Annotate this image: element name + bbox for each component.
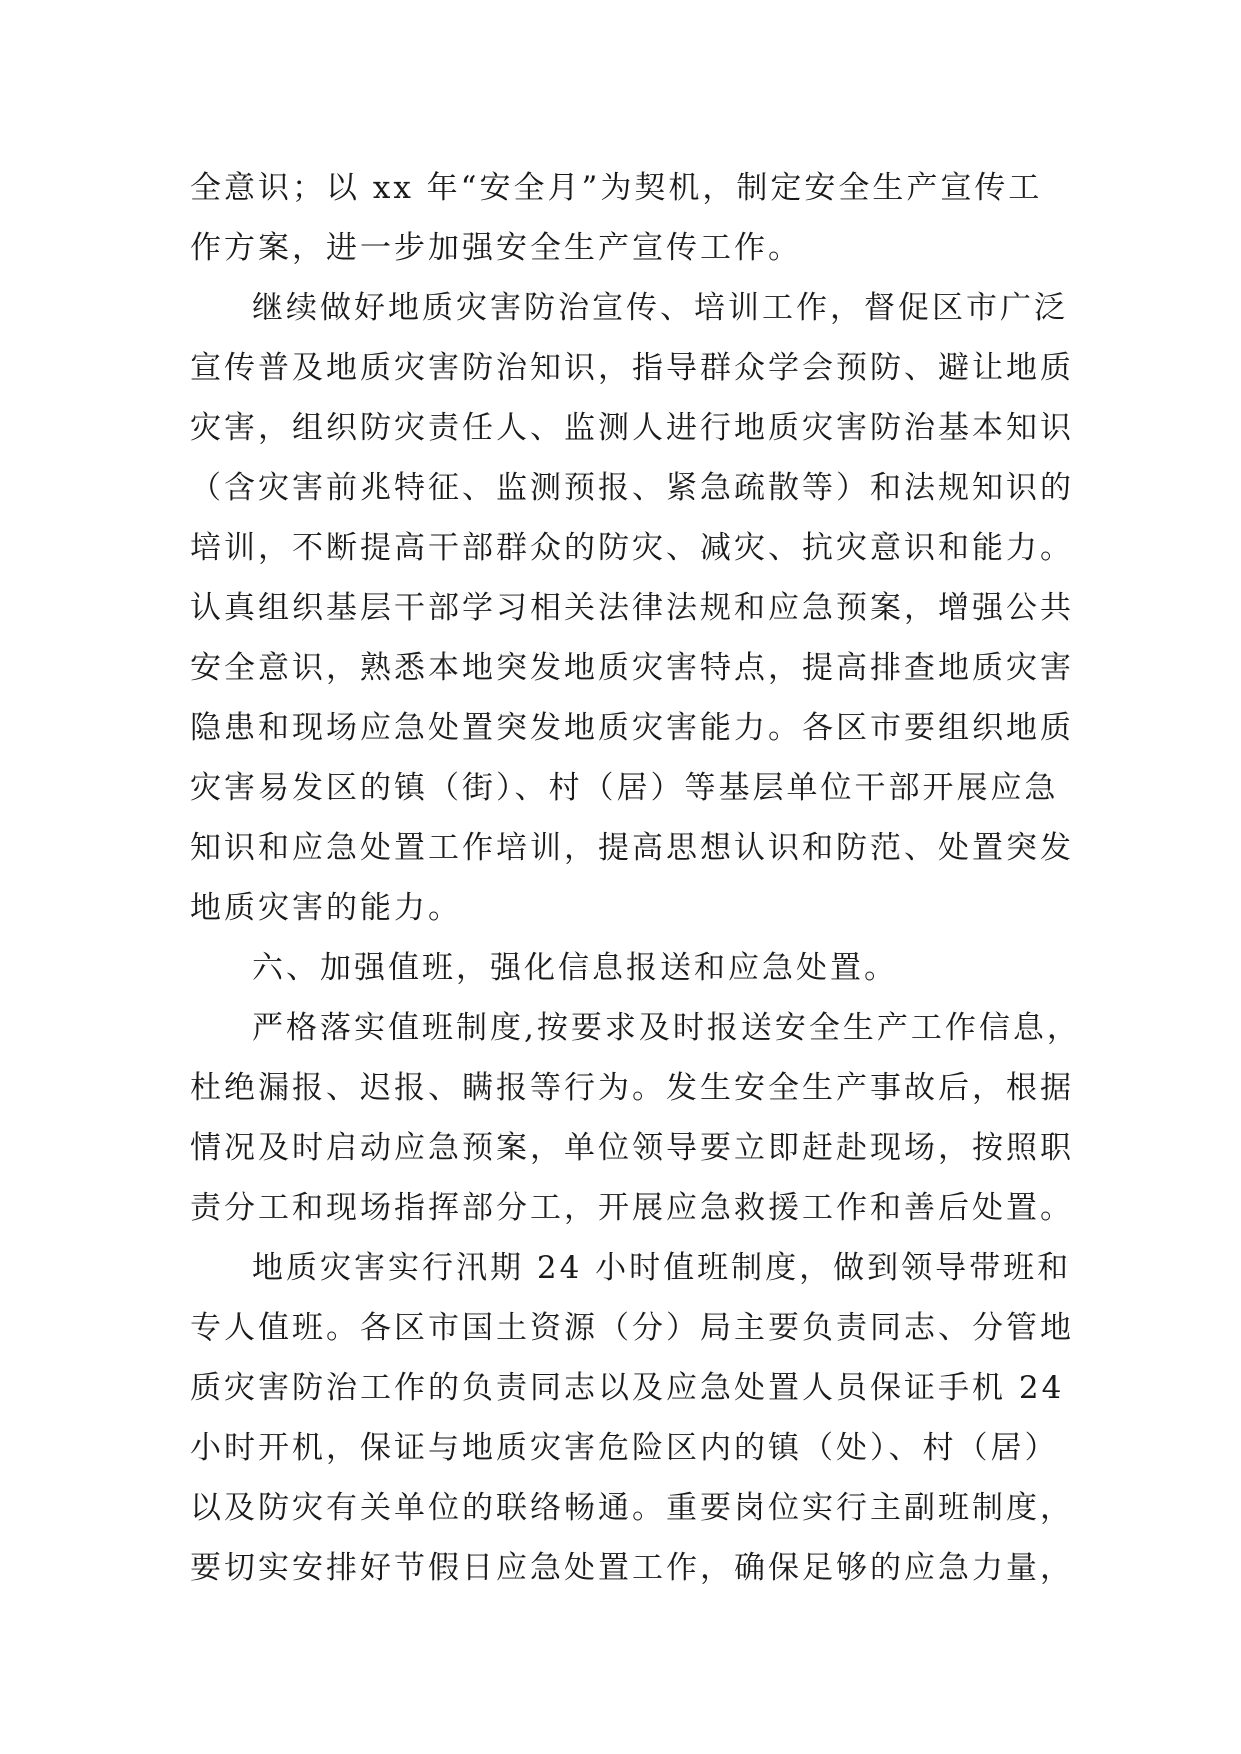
paragraph-start-line: 严格落实值班制度,按要求及时报送安全生产工作信息，	[252, 1010, 1081, 1046]
text-line: 隐患和现场应急处置突发地质灾害能力。各区市要组织地质	[190, 710, 1074, 746]
text-line: 小时开机，保证与地质灾害危险区内的镇（处）、村（居）	[190, 1430, 1059, 1466]
text-line: 灾害，组织防灾责任人、监测人进行地质灾害防治基本知识	[190, 410, 1074, 446]
section-heading: 六、加强值班，强化信息报送和应急处置。	[252, 950, 898, 986]
text-line: 作方案，进一步加强安全生产宣传工作。	[190, 230, 802, 266]
body-text	[190, 158, 1081, 1598]
text-line: 培训，不断提高干部群众的防灾、减灾、抗灾意识和能力。	[190, 530, 1074, 566]
text-line: 要切实安排好节假日应急处置工作，确保足够的应急力量，	[190, 1550, 1074, 1586]
paragraph-start-line: 地质灾害实行汛期 24 小时值班制度，做到领导带班和	[252, 1250, 1072, 1286]
text-line: 灾害易发区的镇（街）、村（居）等基层单位干部开展应急	[190, 770, 1059, 806]
text-line: 认真组织基层干部学习相关法律法规和应急预案，增强公共	[190, 590, 1074, 626]
text-line: 专人值班。各区市国土资源（分）局主要负责同志、分管地	[190, 1310, 1074, 1346]
text-line: 杜绝漏报、迟报、瞒报等行为。发生安全生产事故后，根据	[190, 1070, 1074, 1106]
text-line: （含灾害前兆特征、监测预报、紧急疏散等）和法规知识的	[190, 470, 1074, 506]
text-line: 情况及时启动应急预案，单位领导要立即赶赴现场，按照职	[190, 1130, 1074, 1166]
text-line: 安全意识，熟悉本地突发地质灾害特点，提高排查地质灾害	[190, 650, 1074, 686]
text-line: 宣传普及地质灾害防治知识，指导群众学会预防、避让地质	[190, 350, 1074, 386]
text-line: 质灾害防治工作的负责同志以及应急处置人员保证手机 24	[190, 1370, 1065, 1406]
text-line: 地质灾害的能力。	[190, 890, 462, 926]
paragraph-start-line: 继续做好地质灾害防治宣传、培训工作，督促区市广泛	[252, 290, 1068, 326]
text-line: 责分工和现场指挥部分工，开展应急救援工作和善后处置。	[190, 1190, 1074, 1226]
text-line: 以及防灾有关单位的联络畅通。重要岗位实行主副班制度，	[190, 1490, 1074, 1526]
text-line: 知识和应急处置工作培训，提高思想认识和防范、处置突发	[190, 830, 1074, 866]
text-line: 全意识；以 xx 年“安全月”为契机，制定安全生产宣传工	[190, 170, 1043, 206]
